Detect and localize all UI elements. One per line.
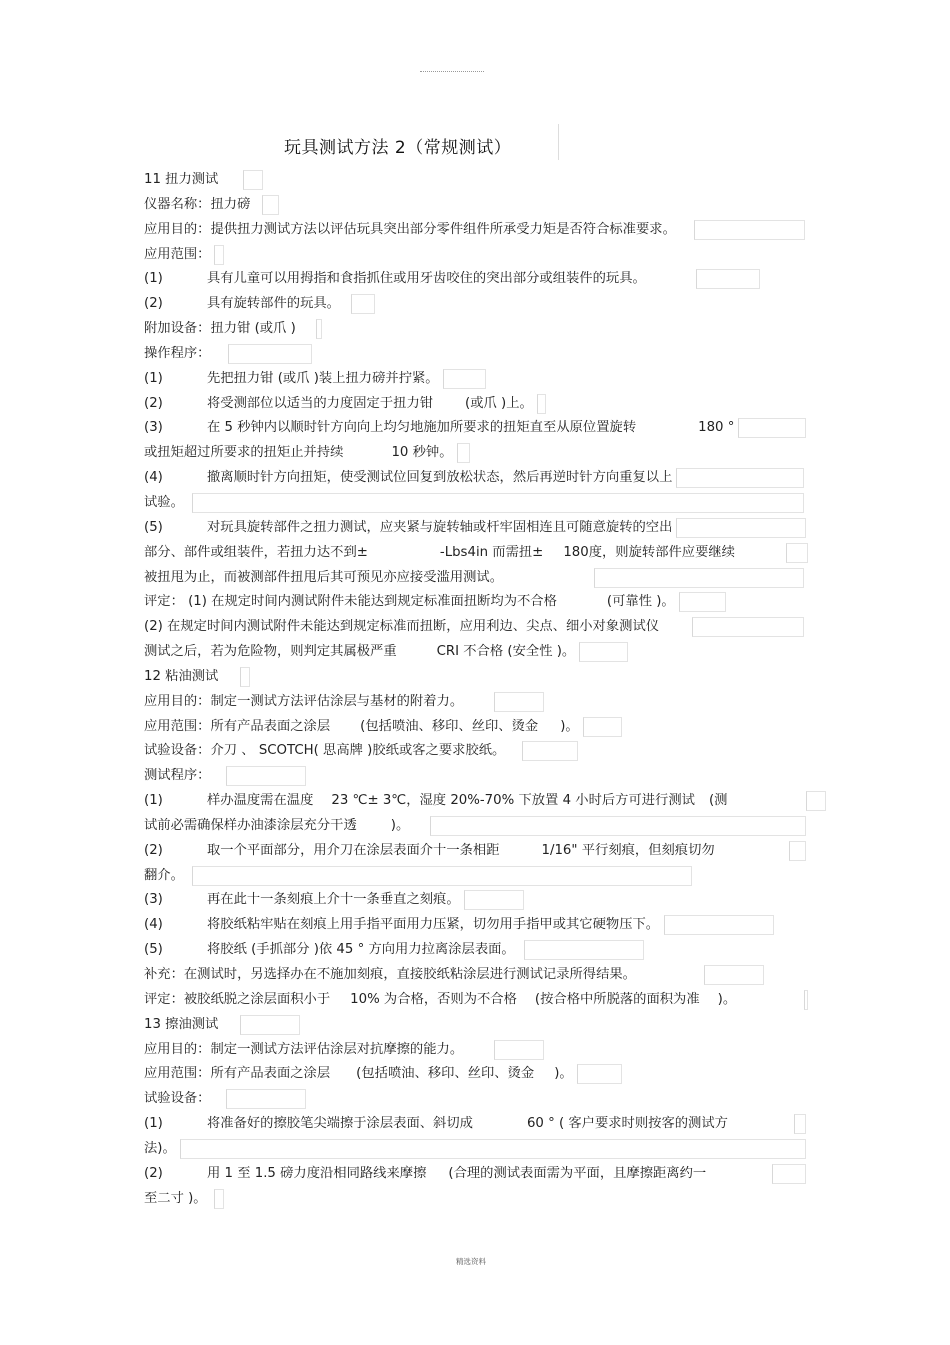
line-text: 12 粘油测试 (144, 668, 219, 684)
text-frame (240, 1015, 300, 1035)
text-frame (772, 1164, 806, 1184)
line-text: )。 (554, 1066, 573, 1082)
line-text: 撤离顺时针方向扭矩，使受测试位回复到放松状态，然后再逆时针方向重复以上 (207, 470, 673, 486)
text-frame (240, 667, 250, 687)
line-text: 应用范围： (144, 246, 211, 262)
text-frame (738, 418, 806, 438)
text-frame (676, 518, 806, 538)
line-text: 将胶纸 (手抓部分 )依 45 ° 方向用力拉离涂层表面。 (207, 942, 515, 958)
text-frame (789, 841, 806, 861)
text-line (144, 367, 806, 392)
line-text: 应用范围：所有产品表面之涂层 (144, 718, 331, 734)
item-number: (1) (144, 271, 163, 287)
text-frame (180, 1139, 806, 1159)
line-text: 180 ° (698, 420, 735, 436)
line-text: 法)。 (144, 1140, 176, 1156)
text-frame (494, 1040, 544, 1060)
line-text: )。 (717, 991, 737, 1007)
line-text: 10 秒钟。 (391, 445, 453, 461)
text-frame (704, 965, 764, 985)
text-frame (786, 543, 808, 563)
text-frame (804, 990, 808, 1010)
text-line (144, 392, 806, 417)
text-frame (192, 866, 692, 886)
line-text: (合理的测试表面需为平面，且摩擦距离约一 (448, 1165, 707, 1181)
text-line (144, 1087, 806, 1112)
line-text: 至二寸 )。 (144, 1190, 207, 1206)
text-line (144, 466, 806, 491)
line-text: )。 (390, 817, 410, 833)
text-frame (214, 1189, 224, 1209)
line-text: 样办温度需在温度 (207, 793, 314, 809)
text-frame (537, 394, 546, 414)
line-text: 仪器名称：扭力磅 (144, 196, 251, 212)
text-line (144, 1187, 806, 1212)
text-frame (351, 294, 375, 314)
line-text: -Lbs4in 而需扭± (439, 544, 544, 560)
text-frame (262, 195, 279, 215)
text-frame (214, 245, 224, 265)
text-line (144, 864, 806, 889)
text-frame (226, 1089, 306, 1109)
item-number: (1) (144, 1116, 163, 1132)
item-number: (3) (144, 420, 163, 436)
text-line (144, 342, 806, 367)
text-line (144, 640, 806, 665)
line-text: (按合格中所脱落的面积为准 (534, 991, 700, 1007)
line-text: 将准备好的擦胶笔尖端擦于涂层表面、斜切成 (207, 1116, 473, 1132)
line-text: 具有旋转部件的玩具。 (207, 296, 340, 312)
line-text: 1/16" 平行刻痕，但刻痕切勿 (541, 842, 715, 858)
line-text: 试前必需确保样办油漆涂层充分干透 (144, 817, 357, 833)
text-frame (664, 915, 774, 935)
item-number: (2) (144, 1165, 163, 1181)
text-line (144, 690, 806, 715)
text-frame (696, 269, 760, 289)
text-frame (443, 369, 486, 389)
line-text: 10% 为合格，否则为不合格 (350, 991, 517, 1007)
line-text: 补充：在测试时，另选择办在不施加刻痕，直接胶纸粘涂层进行测试记录所得结果。 (144, 967, 636, 982)
text-frame (243, 170, 263, 190)
text-frame (579, 642, 628, 662)
title-divider (558, 124, 559, 160)
text-frame (226, 766, 306, 786)
text-line (144, 168, 806, 193)
text-line (144, 566, 806, 591)
line-text: (包括喷油、移印、丝印、烫金 (360, 718, 539, 734)
text-line (144, 1137, 806, 1162)
text-line (144, 1162, 806, 1187)
text-line (144, 317, 806, 342)
line-text: (或爪 )上。 (465, 395, 533, 411)
text-frame (494, 692, 544, 712)
text-line (144, 1062, 806, 1087)
text-line (144, 441, 806, 466)
line-text: 23 ℃± 3℃，湿度 20%-70% 下放置 4 小时后方可进行测试 (331, 793, 695, 809)
text-frame (577, 1064, 622, 1084)
text-line (144, 963, 806, 988)
text-line (144, 938, 806, 963)
text-frame (806, 791, 826, 811)
line-text: 对玩具旋转部件之扭力测试，应夹紧与旋转轴或杆牢固相连且可随意旋转的空出 (207, 519, 673, 535)
text-line (144, 789, 806, 814)
text-line (144, 739, 806, 764)
text-line (144, 193, 806, 218)
text-frame (228, 344, 312, 364)
text-frame (192, 493, 804, 513)
line-text: 13 擦油测试 (144, 1016, 219, 1032)
line-text: (2) 在规定时间内测试附件未能达到规定标准而扭断，应用利边、尖点、细小对象测试仪 (144, 619, 660, 635)
text-frame (583, 717, 622, 737)
footer-label: 精选资料 (456, 1257, 486, 1266)
line-text: (可靠性 )。 (606, 594, 675, 610)
text-line (144, 590, 806, 615)
text-frame (676, 468, 804, 488)
line-text: 附加设备：扭力钳 (或爪 ) (144, 321, 296, 337)
document-title: 玩具测试方法 2（常规测试） (284, 138, 512, 158)
text-line (144, 267, 806, 292)
text-frame (794, 1114, 806, 1134)
text-line (144, 416, 806, 441)
line-text: 先把扭力钳 (或爪 )装上扭力磅并拧紧。 (207, 370, 439, 386)
text-line (144, 764, 806, 789)
text-frame (522, 741, 578, 761)
line-text: 应用目的：制定一测试方法评估涂层与基材的附着力。 (144, 693, 464, 709)
text-line (144, 839, 806, 864)
text-line (144, 814, 806, 839)
line-text: 翻介。 (144, 867, 184, 883)
text-line (144, 1038, 806, 1063)
item-number: (4) (144, 917, 163, 933)
text-line (144, 292, 806, 317)
line-text: 180度，则旋转部件应要继续 (563, 544, 735, 560)
line-text: 将受测部位以适当的力度固定于扭力钳 (207, 395, 434, 411)
text-frame (694, 220, 805, 240)
text-frame (692, 617, 804, 637)
text-line (144, 888, 806, 913)
line-text: 测试之后，若为危险物，则判定其属极严重 (144, 644, 397, 660)
item-number: (1) (144, 793, 163, 809)
line-text: 在 5 秒钟内以顺时针方向向上均匀地施加所要求的扭矩直至从原位置旋转 (207, 420, 637, 436)
line-text: 应用目的：提供扭力测试方法以评估玩具突出部分零件组件所承受力矩是否符合标准要求。 (144, 221, 676, 237)
text-line (144, 541, 806, 566)
line-text: 11 扭力测试 (144, 172, 219, 187)
line-text: )。 (560, 718, 579, 734)
text-frame (594, 568, 804, 588)
line-text: 试验。 (144, 494, 184, 510)
document-body (144, 168, 806, 1211)
text-frame (316, 319, 322, 339)
text-line (144, 615, 806, 640)
item-number: (2) (144, 296, 163, 312)
text-line (144, 218, 806, 243)
line-text: 或扭矩超过所要求的扭矩止并持续 (144, 445, 344, 461)
item-number: (5) (144, 942, 163, 958)
line-text: CRI 不合格 (安全性 )。 (436, 644, 576, 660)
line-text: 被扭甩为止，而被测部件扭甩后其可预见亦应接受滥用测试。 (144, 569, 504, 585)
line-text: 具有儿童可以用拇指和食指抓住或用牙齿咬住的突出部分或组装件的玩具。 (207, 271, 646, 287)
text-line (144, 665, 806, 690)
line-text: 试验设备：介刀 、 SCOTCH( 思高牌 )胶纸或客之要求胶纸。 (144, 743, 506, 759)
text-frame (464, 890, 524, 910)
line-text: 应用范围：所有产品表面之涂层 (144, 1066, 331, 1082)
item-number: (5) (144, 519, 163, 535)
text-line (144, 715, 806, 740)
text-frame (679, 592, 726, 612)
header-rule (420, 71, 484, 72)
text-frame (430, 816, 806, 836)
line-text: 60 ° ( 客户要求时则按客的测试方 (526, 1116, 728, 1132)
line-text: 将胶纸粘牢贴在刻痕上用手指平面用力压紧，切勿用手指甲或其它硬物压下。 (207, 917, 660, 933)
line-text: 测试程序： (144, 768, 211, 784)
line-text: 再在此十一条刻痕上介十一条垂直之刻痕。 (207, 892, 460, 908)
item-number: (2) (144, 842, 163, 858)
line-text: 用 1 至 1.5 磅力度沿相同路线来摩擦 (207, 1165, 427, 1181)
text-line (144, 516, 806, 541)
line-text: 操作程序： (144, 345, 211, 361)
line-text: 评定：被胶纸脱之涂层面积小于 (144, 991, 331, 1007)
line-text: 取一个平面部分，用介刀在涂层表面介十一条相距 (207, 842, 500, 858)
line-text: (包括喷油、移印、丝印、烫金 (356, 1066, 535, 1082)
line-text: 应用目的：制定一测试方法评估涂层对抗摩擦的能力。 (144, 1041, 464, 1057)
text-line (144, 1013, 806, 1038)
text-line (144, 913, 806, 938)
item-number: (4) (144, 470, 163, 486)
text-line (144, 243, 806, 268)
line-text: (测 (708, 793, 728, 809)
text-line (144, 1112, 806, 1137)
item-number: (2) (144, 395, 163, 411)
text-frame (524, 940, 644, 960)
line-text: 试验设备： (144, 1091, 211, 1107)
line-text: 评定： (1) 在规定时间内测试附件未能达到规定标准面扭断均为不合格 (144, 594, 557, 610)
text-line (144, 491, 806, 516)
line-text: 部分、部件或组装件，若扭力达不到± (144, 544, 368, 560)
item-number: (1) (144, 370, 163, 386)
text-line (144, 988, 806, 1013)
item-number: (3) (144, 892, 163, 908)
text-frame (457, 443, 471, 463)
